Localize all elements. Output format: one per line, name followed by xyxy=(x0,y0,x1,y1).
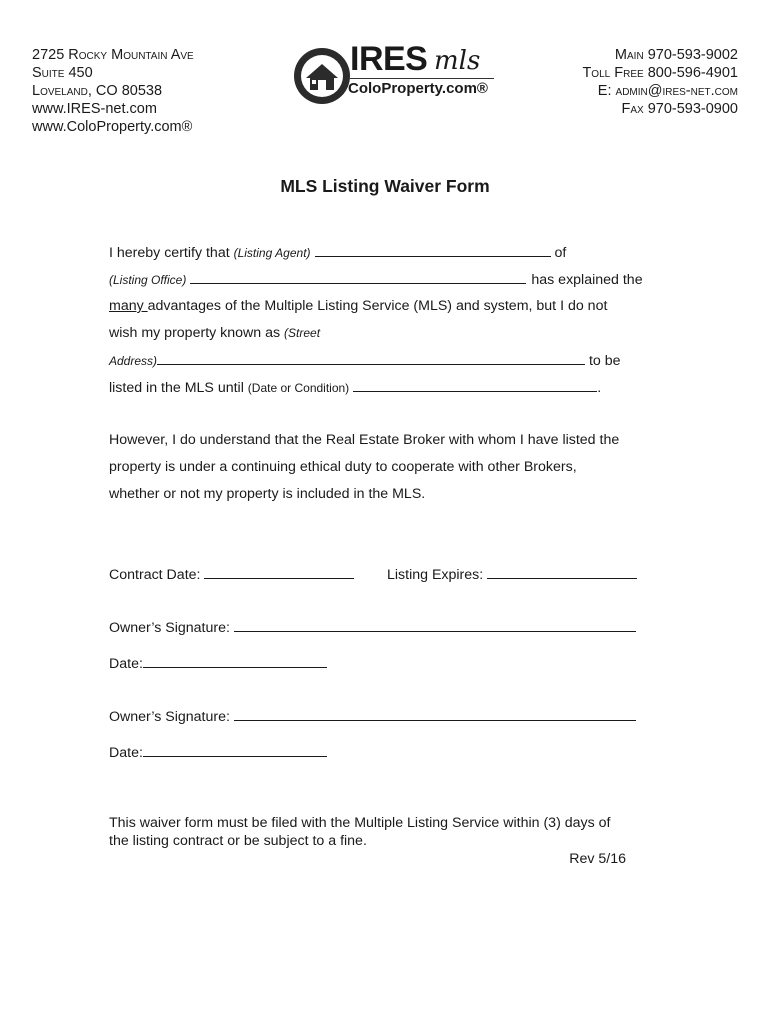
date-row-2 xyxy=(109,744,327,761)
ires-logo xyxy=(292,42,502,106)
revision-label: Rev 5/16 xyxy=(569,851,626,867)
address-hint: Address) xyxy=(109,354,158,368)
filing-note-line-2: the listing contract or be subject to a fine. xyxy=(109,833,367,849)
office-address xyxy=(32,46,194,136)
owner-signature-label: Owner’s Signature: xyxy=(109,620,234,636)
filing-note-line-1: This waiver form must be filed with the Multiple Listing Service within (3) days of xyxy=(109,815,611,831)
certify-line-1: I hereby certify that (Listing Agent) of xyxy=(109,245,567,261)
understanding-line-2: property is under a continuing ethical duty to cooperate with other Brokers, xyxy=(109,459,577,475)
date-field-2[interactable] xyxy=(143,744,327,757)
phone-tollfree: Toll Free 800-596-4901 xyxy=(582,65,738,81)
date-row-1 xyxy=(109,655,327,672)
website-link[interactable]: www.ColoProperty.com® xyxy=(32,119,193,135)
date-condition-field[interactable] xyxy=(353,379,597,392)
date-condition-hint: (Date or Condition) xyxy=(247,381,350,395)
fax-number: Fax 970-593-0900 xyxy=(621,101,738,117)
listing-office-field[interactable] xyxy=(190,271,526,284)
logo-divider xyxy=(350,78,494,79)
address-line: 2725 Rocky Mountain Ave xyxy=(32,47,194,63)
contract-date-label: Contract Date: xyxy=(109,567,205,583)
contract-date-field[interactable] xyxy=(204,566,354,579)
logo-wordmark: IRES xyxy=(350,40,428,78)
certify-line-2: (Listing Office) has explained the xyxy=(109,272,643,288)
understanding-line-1: However, I do understand that the Real Estate Broker with whom I have listed the xyxy=(109,432,620,448)
certify-line-4: wish my property known as (Street xyxy=(109,325,321,341)
address-line: Loveland, CO 80538 xyxy=(32,83,163,99)
contact-info xyxy=(582,46,738,118)
listing-expires-field[interactable] xyxy=(487,566,637,579)
understanding-line-3: whether or not my property is included in the MLS. xyxy=(109,486,426,502)
logo-script: mls xyxy=(434,46,481,76)
phone-main: Main 970-593-9002 xyxy=(614,47,738,63)
listing-agent-field[interactable] xyxy=(315,244,551,257)
street-address-field[interactable] xyxy=(157,352,585,365)
logo-subtitle: ColoProperty.com® xyxy=(348,80,488,97)
listing-expires-row xyxy=(387,566,637,583)
date-label: Date: xyxy=(109,656,143,672)
date-label: Date: xyxy=(109,745,143,761)
owner-signature-label: Owner’s Signature: xyxy=(109,709,234,725)
owner-signature-field-2[interactable] xyxy=(234,708,636,721)
certify-line-6: listed in the MLS until (Date or Condition) . xyxy=(109,380,602,396)
listing-office-hint: (Listing Office) xyxy=(109,273,187,287)
owner-signature-row-1 xyxy=(109,619,636,636)
house-emblem-icon xyxy=(292,42,352,106)
owner-signature-row-2 xyxy=(109,708,636,725)
address-line: Suite 450 xyxy=(32,65,93,81)
listing-agent-hint: (Listing Agent) xyxy=(233,246,311,260)
website-link[interactable]: www.IRES-net.com xyxy=(32,101,157,117)
date-field-1[interactable] xyxy=(143,655,327,668)
certify-line-3: many advantages of the Multiple Listing Service (MLS) and system, but I do not xyxy=(109,298,608,314)
owner-signature-field-1[interactable] xyxy=(234,619,636,632)
certify-line-5: Address) to be xyxy=(109,353,621,369)
email-link[interactable]: E: admin@ires-net.com xyxy=(597,83,738,99)
contract-date-row xyxy=(109,566,354,583)
listing-expires-label: Listing Expires: xyxy=(387,567,488,583)
street-hint: (Street xyxy=(284,326,321,340)
form-title: MLS Listing Waiver Form xyxy=(280,176,490,196)
